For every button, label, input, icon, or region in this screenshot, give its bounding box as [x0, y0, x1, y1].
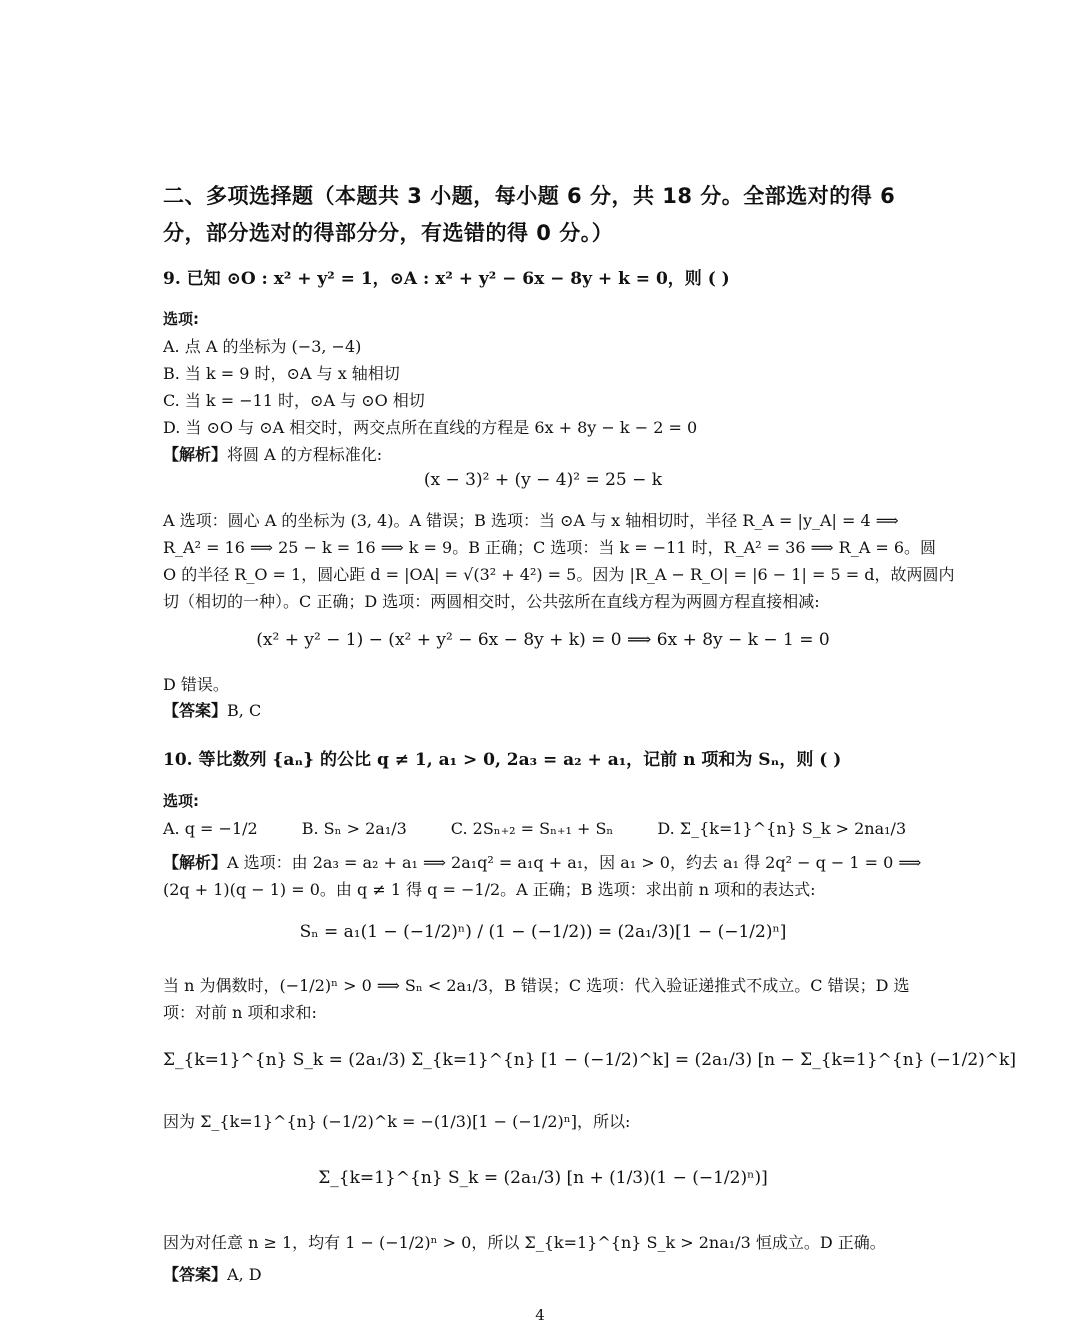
q10-equation-2: Σ_{k=1}^{n} S_k = (2a₁/3) Σ_{k=1}^{n} [1 − (−1/2)^k] = (2a₁/3) [n − Σ_{k=1}^{n} (−1/2)^k] — [163, 1050, 1016, 1070]
q10-option-d: D. Σ_{k=1}^{n} S_k > 2na₁/3 — [657, 819, 907, 838]
q10-analysis-text1: A 选项：由 2a₃ = a₂ + a₁ ⟹ 2a₁q² = a₁q + a₁，因 a₁ > 0，约去 a₁ 得 2q² − q − 1 = 0 ⟹ — [227, 853, 922, 872]
q9-analysis-line — [163, 441, 923, 468]
section-heading-line2: 分，部分选对的得部分分，有选错的得 0 分。） — [163, 221, 614, 245]
q9-para-line3: O 的半径 R_O = 1，圆心距 d = |OA| = √(3² + 4²) = 5。因为 |R_A − R_O| = |6 − 1| = 5 = d，故两圆内 — [163, 565, 955, 584]
q10-conclusion: 因为对任意 n ≥ 1，均有 1 − (−1/2)ⁿ > 0，所以 Σ_{k=1}^{n} S_k > 2na₁/3 恒成立。D 正确。 — [163, 1233, 886, 1252]
q10-options-label: 选项: — [163, 792, 199, 810]
q9-answer-line — [163, 697, 923, 724]
q9-analysis-intro: 将圆 A 的方程标准化: — [227, 445, 383, 464]
q9-options-label: 选项: — [163, 310, 199, 328]
section-heading-line1: 二、多项选择题（本题共 3 小题，每小题 6 分，共 18 分。全部选对的得 6 — [163, 184, 896, 208]
q9-title: 9. 已知 ⊙O : x² + y² = 1，⊙A : x² + y² − 6x − 8y + k = 0，则 ( ) — [163, 269, 730, 289]
q9-para-line1: A 选项：圆心 A 的坐标为 (3, 4)。A 错误；B 选项：当 ⊙A 与 x 轴相切时，半径 R_A = |y_A| = 4 ⟹ — [163, 511, 899, 530]
q9-option-d: D. 当 ⊙O 与 ⊙A 相交时，两交点所在直线的方程是 6x + 8y − k − 2 = 0 — [163, 418, 698, 437]
q9-option-a: A. 点 A 的坐标为 (−3, −4) — [163, 337, 362, 356]
q10-para-line1: 当 n 为偶数时，(−1/2)ⁿ > 0 ⟹ Sₙ < 2a₁/3，B 错误；C 选项：代入验证递推式不成立。C 错误；D 选 — [163, 976, 910, 995]
q9-equation-2: (x² + y² − 1) − (x² + y² − 6x − 8y + k) = 0 ⟹ 6x + 8y − k − 1 = 0 — [256, 630, 830, 650]
q9-analysis-tag: 【解析】 — [163, 445, 228, 464]
q10-equation-3: Σ_{k=1}^{n} S_k = (2a₁/3) [n + (1/3)(1 − (−1/2)ⁿ)] — [318, 1168, 768, 1188]
q9-equation-1: (x − 3)² + (y − 4)² = 25 − k — [423, 470, 663, 490]
q10-option-a: A. q = −1/2 — [163, 819, 258, 838]
q10-para-line2: 项：对前 n 项和求和: — [163, 1003, 317, 1022]
q10-option-b: B. Sₙ > 2a₁/3 — [301, 819, 407, 838]
q10-because-line: 因为 Σ_{k=1}^{n} (−1/2)^k = −(1/3)[1 − (−1/2)ⁿ]，所以: — [163, 1112, 631, 1131]
q9-d-wrong: D 错误。 — [163, 675, 229, 694]
page-number: 4 — [535, 1306, 545, 1324]
q9-answer-tag: 【答案】 — [163, 701, 228, 720]
q9-answer: B, C — [227, 701, 262, 720]
q9-para-line4: 切（相切的一种）。C 正确；D 选项：两圆相交时，公共弦所在直线方程为两圆方程直接相减: — [163, 592, 820, 611]
q9-option-b: B. 当 k = 9 时，⊙A 与 x 轴相切 — [163, 364, 400, 383]
q10-answer: A, D — [227, 1265, 262, 1284]
q9-para-line2: R_A² = 16 ⟹ 25 − k = 16 ⟹ k = 9。B 正确；C 选项：当 k = −11 时，R_A² = 36 ⟹ R_A = 6。圆 — [163, 538, 937, 557]
q10-option-c: C. 2Sₙ₊₂ = Sₙ₊₁ + Sₙ — [450, 819, 614, 838]
q10-options-row — [163, 815, 923, 842]
q10-answer-tag: 【答案】 — [163, 1265, 228, 1284]
q10-equation-1: Sₙ = a₁(1 − (−1/2)ⁿ) / (1 − (−1/2)) = (2a₁/3)[1 − (−1/2)ⁿ] — [299, 922, 787, 942]
q10-analysis-tag: 【解析】 — [163, 853, 228, 872]
q10-title: 10. 等比数列 {aₙ} 的公比 q ≠ 1, a₁ > 0, 2a₃ = a₂ + a₁，记前 n 项和为 Sₙ，则 ( ) — [163, 750, 842, 770]
q10-analysis-line2: (2q + 1)(q − 1) = 0。由 q ≠ 1 得 q = −1/2。A 正确；B 选项：求出前 n 项和的表达式: — [163, 880, 816, 899]
q9-option-c: C. 当 k = −11 时，⊙A 与 ⊙O 相切 — [163, 391, 425, 410]
q10-answer-line — [163, 1261, 923, 1288]
q10-analysis-line1 — [163, 849, 923, 876]
